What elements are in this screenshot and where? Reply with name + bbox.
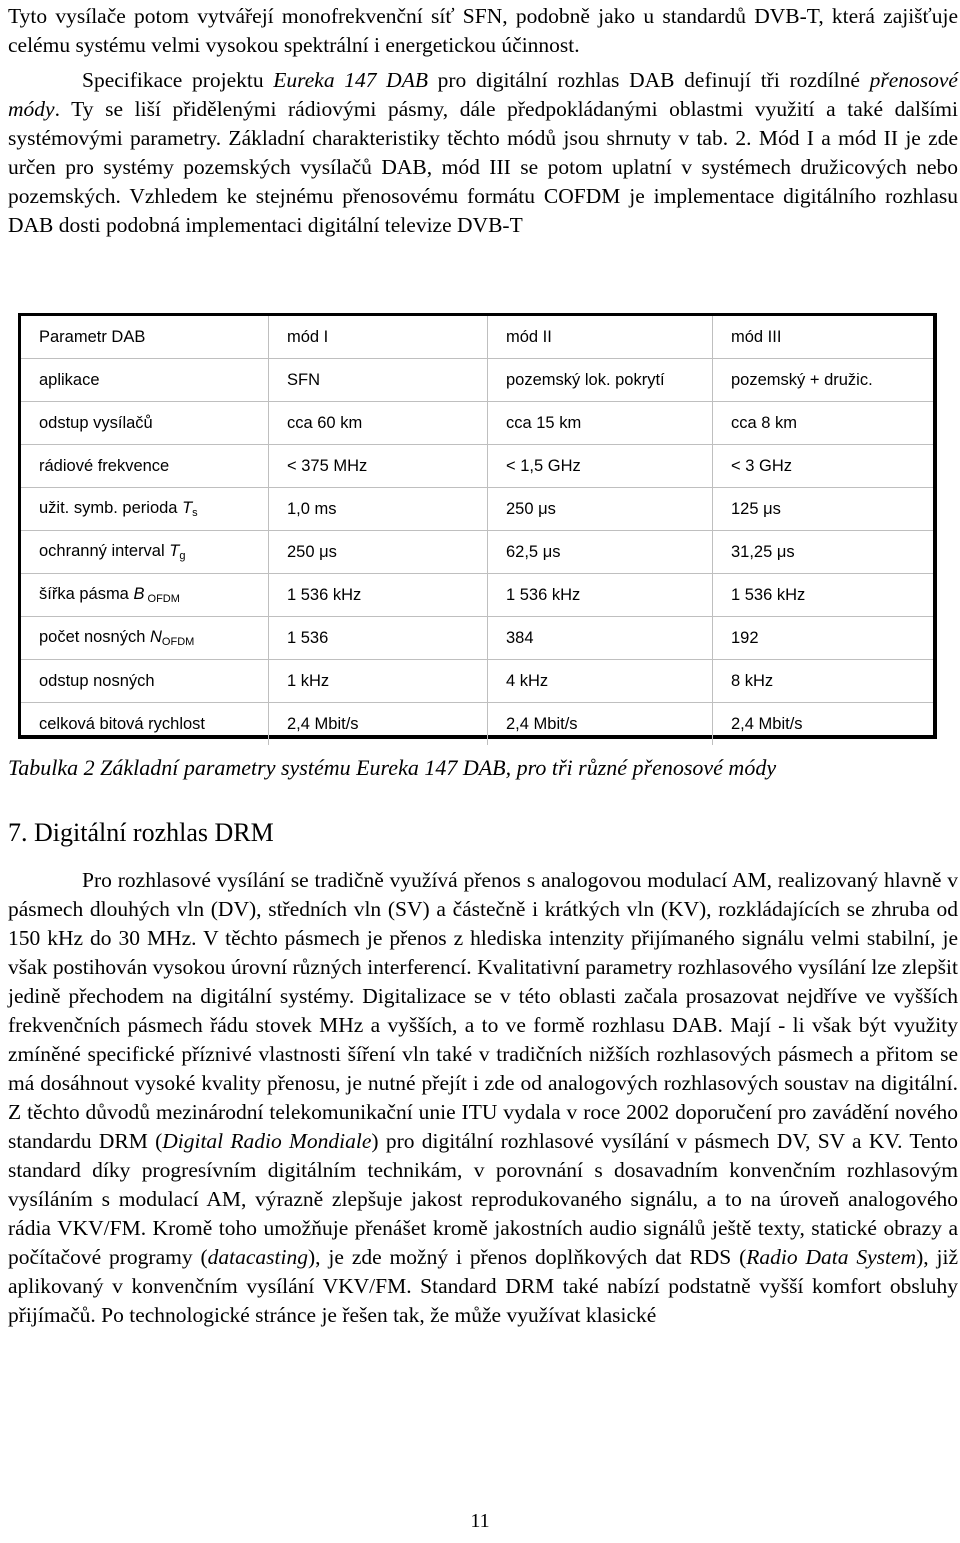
parameter-cell: [21, 574, 269, 617]
parameter-label: odstup nosných: [39, 671, 155, 690]
value-cell: 31,25 μs: [713, 531, 934, 574]
parameter-subscript: s: [192, 507, 198, 519]
parameter-label: odstup vysílačů: [39, 413, 153, 432]
parameter-subscript: OFDM: [161, 636, 195, 648]
italic-run: Eureka 147 DAB: [273, 68, 428, 92]
text-run: pro digitální rozhlas DAB definují tři rozdílné: [427, 68, 870, 92]
intro-paragraph: Tyto vysílače potom vytvářejí monofrekvenční síť SFN, podobně jako u standardů DVB-T, která zajišťuje celému systému velmi vysokou spektrální i energetickou účinnost.: [8, 4, 958, 57]
parameter-label: užit. symb. perioda: [39, 499, 183, 517]
value-cell: 2,4 Mbit/s: [488, 703, 713, 746]
value-cell: pozemský + družic.: [713, 359, 934, 402]
value-cell: 1 kHz: [269, 660, 488, 703]
parameter-cell: [21, 402, 269, 445]
parameter-cell: [21, 617, 269, 660]
table-row: [21, 402, 933, 445]
text-run: ), již aplikovaný v konvenčním vysílání VKV/FM. Standard DRM také nabízí podstatně vyšší komfort obsluhy přijímačů. Po technologické stránce je řešen tak, že může využívat klasické: [8, 1245, 958, 1327]
parameter-label: šířka pásma: [39, 585, 134, 603]
parameter-subscript: OFDM: [144, 593, 180, 605]
header-cell: mód III: [713, 316, 934, 359]
text-run: . Ty se liší přidělenými rádiovými pásmy, dále předpokládanými oblastmi využití a také dalšími systémovými parametry. Základní charakteristiky těchto módů jsou shrnuty v tab. 2. Mód I a mód II je zde určen pro systémy pozemských vysílačů DAB, mód III se potom uplatní v systémech družicových nebo pozemských. Vzhledem ke stejnému přenosovému formátu COFDM je implementace digitálního rozhlasu DAB dosti podobná implementaci digitální televize DVB-T: [8, 97, 958, 237]
value-cell: pozemský lok. pokrytí: [488, 359, 713, 402]
value-cell: 8 kHz: [713, 660, 934, 703]
value-cell: 192: [713, 617, 934, 660]
italic-run: Radio Data System: [746, 1245, 917, 1269]
parameter-label: aplikace: [39, 370, 100, 389]
value-cell: 4 kHz: [488, 660, 713, 703]
header-cell: Parametr DAB: [21, 316, 269, 359]
table-row: [21, 703, 933, 746]
table-row: [21, 359, 933, 402]
value-cell: < 3 GHz: [713, 445, 934, 488]
table-row: [21, 531, 933, 574]
value-cell: 1,0 ms: [269, 488, 488, 531]
table-row: [21, 574, 933, 617]
page-number: 11: [470, 1510, 490, 1532]
parameter-subscript: g: [179, 550, 186, 562]
value-cell: 250 μs: [269, 531, 488, 574]
value-cell: < 1,5 GHz: [488, 445, 713, 488]
value-cell: 1 536: [269, 617, 488, 660]
value-cell: 1 536 kHz: [488, 574, 713, 617]
drm-paragraph: [8, 866, 958, 1330]
value-cell: 62,5 μs: [488, 531, 713, 574]
table-row: [21, 617, 933, 660]
parameter-symbol: B: [133, 585, 145, 603]
header-cell: mód II: [488, 316, 713, 359]
text-run: Pro rozhlasové vysílání se tradičně využívá přenos s analogovou modulací AM, realizovaný hlavně v pásmech dlouhých vln (DV), středních vln (SV) a částečně i krátkých vln (KV), rozkládajících se zhruba od 150 kHz do 30 MHz. V těchto pásmech je přenos z hlediska intenzity přijímaného signálu velmi stabilní, je však postihován vysokou úrovní různých interferencí. Kvalitativní parametry rozhlasového vysílání lze zlepšit jedině přechodem na digitální systémy. Digitalizace se v této oblasti začala prosazovat nejdříve ve vyšších frekvenčních pásmech řádu stovek MHz a vyšších, a to ve formě rozhlasu DAB. Mají - li však být využity zmíněné specifické příznivé vlastnosti šíření vln také v tradičních nižších rozhlasových pásmech a přitom se má dosáhnout vysoké kvality přenosu, je nutné přejít i zde od analogových rozhlasových soustav na digitální. Z těchto důvodů mezinárodní telekomunikační unie ITU vydala v roce 2002 doporučení pro zavádění nového standardu DRM (: [8, 868, 958, 1153]
dab-modes-paragraph: [8, 66, 958, 240]
value-cell: cca 60 km: [269, 402, 488, 445]
parameter-label: rádiové frekvence: [39, 456, 170, 475]
text-run: ) pro digitální rozhlasové vysílání v pásmech DV, SV a KV. Tento standard díky progresívním digitálním technikám, v porovnání s dosavadním konvenčním rozhlasovým vysíláním s modulací AM, výrazně zlepšuje jakost reprodukovaného signálu, a to na úroveň analogového rádia VKV/FM. Kromě toho umožňuje přenášet kromě jakostních audio signálů ještě texty, statické obrazy a počítačové programy (: [8, 1129, 958, 1269]
table-caption: Tabulka 2 Základní parametry systému Eureka 147 DAB, pro tři různé přenosové módy: [8, 755, 777, 780]
parameter-symbol: T: [169, 542, 180, 560]
value-cell: 250 μs: [488, 488, 713, 531]
parameter-cell: [21, 359, 269, 402]
parameter-symbol: N: [150, 628, 162, 646]
italic-run: datacasting: [207, 1245, 308, 1269]
italic-run: přenosové módy: [8, 68, 958, 121]
value-cell: 125 μs: [713, 488, 934, 531]
header-cell: mód I: [269, 316, 488, 359]
value-cell: 2,4 Mbit/s: [713, 703, 934, 746]
parameter-label: ochranný interval: [39, 542, 170, 560]
table-grid: [21, 316, 933, 745]
table-header-row: [21, 316, 933, 359]
dab-parameters-table: [18, 313, 937, 739]
table-row: [21, 488, 933, 531]
parameter-cell: [21, 531, 269, 574]
table-row: [21, 445, 933, 488]
value-cell: 1 536 kHz: [713, 574, 934, 617]
value-cell: SFN: [269, 359, 488, 402]
value-cell: 2,4 Mbit/s: [269, 703, 488, 746]
parameter-cell: [21, 488, 269, 531]
value-cell: cca 8 km: [713, 402, 934, 445]
parameter-label: celková bitová rychlost: [39, 714, 205, 733]
text-run: Specifikace projektu: [82, 68, 274, 92]
parameter-cell: [21, 703, 269, 746]
parameter-cell: [21, 445, 269, 488]
parameter-symbol: T: [182, 499, 193, 517]
italic-run: Digital Radio Mondiale: [162, 1129, 372, 1153]
parameter-cell: [21, 660, 269, 703]
value-cell: cca 15 km: [488, 402, 713, 445]
value-cell: 384: [488, 617, 713, 660]
parameter-label: počet nosných: [39, 628, 150, 646]
text-run: ), je zde možný i přenos doplňkových dat RDS (: [308, 1245, 747, 1269]
value-cell: < 375 MHz: [269, 445, 488, 488]
value-cell: 1 536 kHz: [269, 574, 488, 617]
section-heading: 7. Digitální rozhlas DRM: [8, 818, 274, 847]
table-row: [21, 660, 933, 703]
